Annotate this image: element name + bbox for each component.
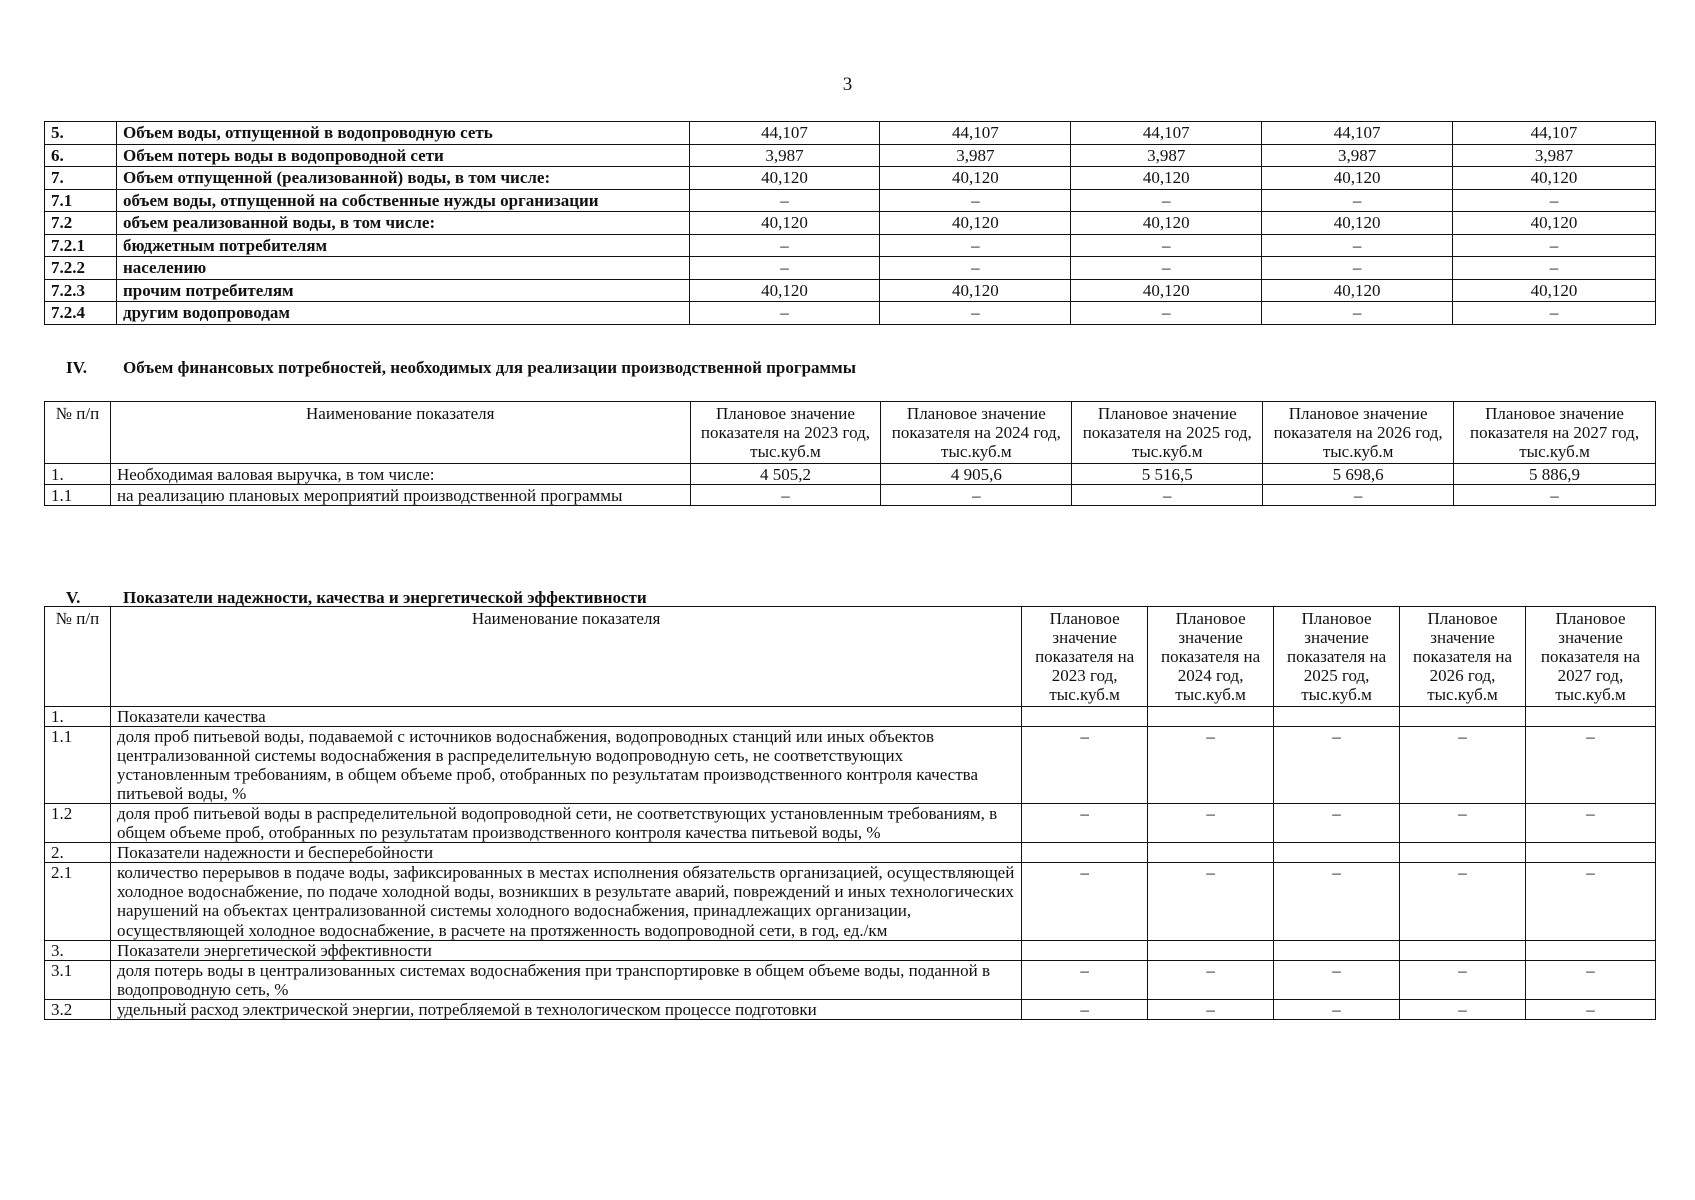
row-value: – — [1148, 960, 1274, 999]
row-name: прочим потребителям — [116, 279, 689, 302]
row-value: – — [689, 189, 880, 212]
column-header-name: Наименование показателя — [110, 607, 1021, 707]
row-value: 44,107 — [689, 122, 880, 145]
table-row — [45, 257, 1656, 280]
row-value — [1400, 707, 1526, 727]
row-value: – — [880, 189, 1071, 212]
row-value: – — [1022, 999, 1148, 1019]
reliability-indicators-table — [44, 606, 1656, 1020]
row-value: 40,120 — [1262, 167, 1453, 190]
table-row — [45, 212, 1656, 235]
row-value: – — [880, 234, 1071, 257]
row-value: – — [881, 485, 1072, 506]
table-row — [45, 863, 1656, 940]
table-row — [45, 707, 1656, 727]
row-value: – — [1262, 257, 1453, 280]
row-value: – — [1072, 485, 1263, 506]
row-number: 7.2.2 — [45, 257, 117, 280]
column-header-number: № п/п — [45, 607, 111, 707]
row-value — [1274, 843, 1400, 863]
row-value: – — [1454, 485, 1656, 506]
table-row — [45, 940, 1656, 960]
row-number: 7.1 — [45, 189, 117, 212]
column-header-year: Плановое значение показателя на 2023 год, тыс.куб.м — [690, 402, 881, 464]
column-header-year: Плановое значение показателя на 2023 год, тыс.куб.м — [1022, 607, 1148, 707]
row-number: 7.2.1 — [45, 234, 117, 257]
row-number: 7.2 — [45, 212, 117, 235]
column-header-year: Плановое значение показателя на 2026 год, тыс.куб.м — [1263, 402, 1454, 464]
row-value: – — [1071, 189, 1262, 212]
table-row — [45, 144, 1656, 167]
row-value: 40,120 — [1071, 279, 1262, 302]
row-value: 44,107 — [1262, 122, 1453, 145]
column-header-year: Плановое значение показателя на 2025 год, тыс.куб.м — [1072, 402, 1263, 464]
row-value — [1022, 843, 1148, 863]
section-4-number: IV. — [66, 358, 87, 377]
row-value: 40,120 — [1071, 167, 1262, 190]
row-number: 3. — [45, 940, 111, 960]
section-5-title: Показатели надежности, качества и энергетической эффективности — [123, 588, 647, 607]
row-name: удельный расход электрической энергии, потребляемой в технологическом процессе подготовки — [110, 999, 1021, 1019]
row-value: – — [1525, 727, 1655, 804]
row-value: – — [1525, 804, 1655, 843]
row-value: – — [689, 302, 880, 325]
section-5-number: V. — [66, 588, 81, 607]
row-name: населению — [116, 257, 689, 280]
row-value: – — [1262, 234, 1453, 257]
row-value: 5 698,6 — [1263, 464, 1454, 485]
row-value: – — [1400, 863, 1526, 940]
row-value: – — [1022, 727, 1148, 804]
row-value: 44,107 — [1453, 122, 1656, 145]
row-value: 40,120 — [1453, 167, 1656, 190]
row-value — [1525, 707, 1655, 727]
table-row — [45, 167, 1656, 190]
row-name: доля проб питьевой воды в распределительной водопроводной сети, не соответствующих установленным требованиям, в общем объеме проб, отобранных по результатам производственного контроля качества питьевой воды, % — [110, 804, 1021, 843]
row-number: 7. — [45, 167, 117, 190]
row-name: на реализацию плановых мероприятий производственной программы — [110, 485, 690, 506]
row-name: Объем отпущенной (реализованной) воды, в том числе: — [116, 167, 689, 190]
row-value: 3,987 — [1071, 144, 1262, 167]
row-value: – — [1022, 804, 1148, 843]
row-name: доля проб питьевой воды, подаваемой с источников водоснабжения, водопроводных станций или иных объектов централизованной системы водоснабжения в распределительную водопроводную сеть, не соответствующих установленным требованиям, в общем объеме проб, отобранных по результатам производственного контроля качества питьевой воды, % — [110, 727, 1021, 804]
row-name: Показатели энергетической эффективности — [110, 940, 1021, 960]
row-value: 40,120 — [880, 212, 1071, 235]
row-number: 6. — [45, 144, 117, 167]
row-value — [1022, 707, 1148, 727]
row-name: бюджетным потребителям — [116, 234, 689, 257]
row-value: 40,120 — [689, 279, 880, 302]
row-value: 3,987 — [1453, 144, 1656, 167]
row-value: – — [880, 302, 1071, 325]
row-value: – — [1453, 234, 1656, 257]
row-value: 40,120 — [1262, 279, 1453, 302]
row-value: 40,120 — [880, 279, 1071, 302]
row-value: 44,107 — [880, 122, 1071, 145]
row-value: 40,120 — [1071, 212, 1262, 235]
column-header-year: Плановое значение показателя на 2025 год, тыс.куб.м — [1274, 607, 1400, 707]
row-value: 44,107 — [1071, 122, 1262, 145]
row-value: – — [1148, 804, 1274, 843]
row-name: Необходимая валовая выручка, в том числе: — [110, 464, 690, 485]
row-name: Объем воды, отпущенной в водопроводную сеть — [116, 122, 689, 145]
row-value: – — [1525, 863, 1655, 940]
row-number: 5. — [45, 122, 117, 145]
row-value: – — [1453, 189, 1656, 212]
row-name: Показатели качества — [110, 707, 1021, 727]
row-value: – — [1525, 999, 1655, 1019]
row-value: – — [1022, 960, 1148, 999]
row-number: 7.2.4 — [45, 302, 117, 325]
row-number: 1. — [45, 464, 111, 485]
row-value — [1274, 940, 1400, 960]
table-row — [45, 122, 1656, 145]
row-value: 5 886,9 — [1454, 464, 1656, 485]
row-value: – — [1071, 302, 1262, 325]
row-value: – — [1071, 257, 1262, 280]
row-value: – — [1453, 302, 1656, 325]
row-value — [1274, 707, 1400, 727]
table-row — [45, 279, 1656, 302]
row-name: количество перерывов в подаче воды, зафиксированных в местах исполнения обязательств организацией, осуществляющей холодное водоснабжение, по подаче холодной воды, возникших в результате аварий, повреждений и иных технологических нарушений на объектах централизованной системы холодного водоснабжения, принадлежащих организации, осуществляющей холодное водоснабжение, в расчете на протяженность водопроводной сети, в год, ед./км — [110, 863, 1021, 940]
column-header-year: Плановое значение показателя на 2027 год, тыс.куб.м — [1454, 402, 1656, 464]
row-number: 7.2.3 — [45, 279, 117, 302]
row-value: 5 516,5 — [1072, 464, 1263, 485]
row-number: 3.1 — [45, 960, 111, 999]
row-value: – — [690, 485, 881, 506]
row-value: – — [1525, 960, 1655, 999]
row-name: доля потерь воды в централизованных системах водоснабжения при транспортировке в общем объеме воды, поданной в водопроводную сеть, % — [110, 960, 1021, 999]
row-value: 3,987 — [1262, 144, 1453, 167]
table-row — [45, 234, 1656, 257]
column-header-year: Плановое значение показателя на 2024 год, тыс.куб.м — [1148, 607, 1274, 707]
water-volume-table — [44, 121, 1656, 325]
row-value: – — [1148, 999, 1274, 1019]
row-value: – — [1022, 863, 1148, 940]
row-value: – — [1400, 999, 1526, 1019]
row-number: 3.2 — [45, 999, 111, 1019]
row-number: 1.2 — [45, 804, 111, 843]
column-header-year: Плановое значение показателя на 2027 год, тыс.куб.м — [1525, 607, 1655, 707]
row-value: – — [880, 257, 1071, 280]
row-value: – — [1274, 960, 1400, 999]
row-value — [1400, 940, 1526, 960]
row-value: 40,120 — [1262, 212, 1453, 235]
column-header-name: Наименование показателя — [110, 402, 690, 464]
row-value: – — [1400, 727, 1526, 804]
row-value: – — [1274, 999, 1400, 1019]
row-value: 40,120 — [689, 212, 880, 235]
row-value: – — [1453, 257, 1656, 280]
column-header-year: Плановое значение показателя на 2026 год, тыс.куб.м — [1400, 607, 1526, 707]
table-row — [45, 999, 1656, 1019]
row-value: – — [1148, 727, 1274, 804]
row-value: 4 905,6 — [881, 464, 1072, 485]
row-value: – — [1274, 863, 1400, 940]
row-value: 40,120 — [689, 167, 880, 190]
row-value: – — [1148, 863, 1274, 940]
row-name: объем воды, отпущенной на собственные нужды организации — [116, 189, 689, 212]
table-row — [45, 960, 1656, 999]
row-value — [1148, 940, 1274, 960]
row-number: 1.1 — [45, 485, 111, 506]
row-value: 3,987 — [689, 144, 880, 167]
row-value — [1148, 707, 1274, 727]
row-value: – — [1262, 189, 1453, 212]
row-value: 40,120 — [1453, 279, 1656, 302]
row-number: 1.1 — [45, 727, 111, 804]
section-4-title: Объем финансовых потребностей, необходимых для реализации производственной программы — [123, 358, 856, 377]
table-row — [45, 843, 1656, 863]
row-value — [1148, 843, 1274, 863]
table-row — [45, 189, 1656, 212]
row-name: объем реализованной воды, в том числе: — [116, 212, 689, 235]
row-number: 2.1 — [45, 863, 111, 940]
row-value: – — [1400, 960, 1526, 999]
row-value: 40,120 — [1453, 212, 1656, 235]
table-row — [45, 727, 1656, 804]
row-value: 40,120 — [880, 167, 1071, 190]
row-value: – — [1262, 302, 1453, 325]
page-number: 3 — [842, 74, 853, 95]
table-row — [45, 485, 1656, 506]
row-number: 2. — [45, 843, 111, 863]
row-value: – — [1263, 485, 1454, 506]
table-row — [45, 302, 1656, 325]
row-value — [1400, 843, 1526, 863]
row-value: – — [1274, 804, 1400, 843]
row-value: – — [1274, 727, 1400, 804]
row-value — [1022, 940, 1148, 960]
row-value: – — [1400, 804, 1526, 843]
row-value: – — [1071, 234, 1262, 257]
table-row — [45, 464, 1656, 485]
row-name: Объем потерь воды в водопроводной сети — [116, 144, 689, 167]
column-header-number: № п/п — [45, 402, 111, 464]
column-header-year: Плановое значение показателя на 2024 год, тыс.куб.м — [881, 402, 1072, 464]
row-number: 1. — [45, 707, 111, 727]
row-name: другим водопроводам — [116, 302, 689, 325]
row-value — [1525, 940, 1655, 960]
row-value: 3,987 — [880, 144, 1071, 167]
row-value: 4 505,2 — [690, 464, 881, 485]
row-name: Показатели надежности и бесперебойности — [110, 843, 1021, 863]
financial-needs-table — [44, 401, 1656, 506]
row-value: – — [689, 234, 880, 257]
row-value — [1525, 843, 1655, 863]
table-row — [45, 804, 1656, 843]
row-value: – — [689, 257, 880, 280]
